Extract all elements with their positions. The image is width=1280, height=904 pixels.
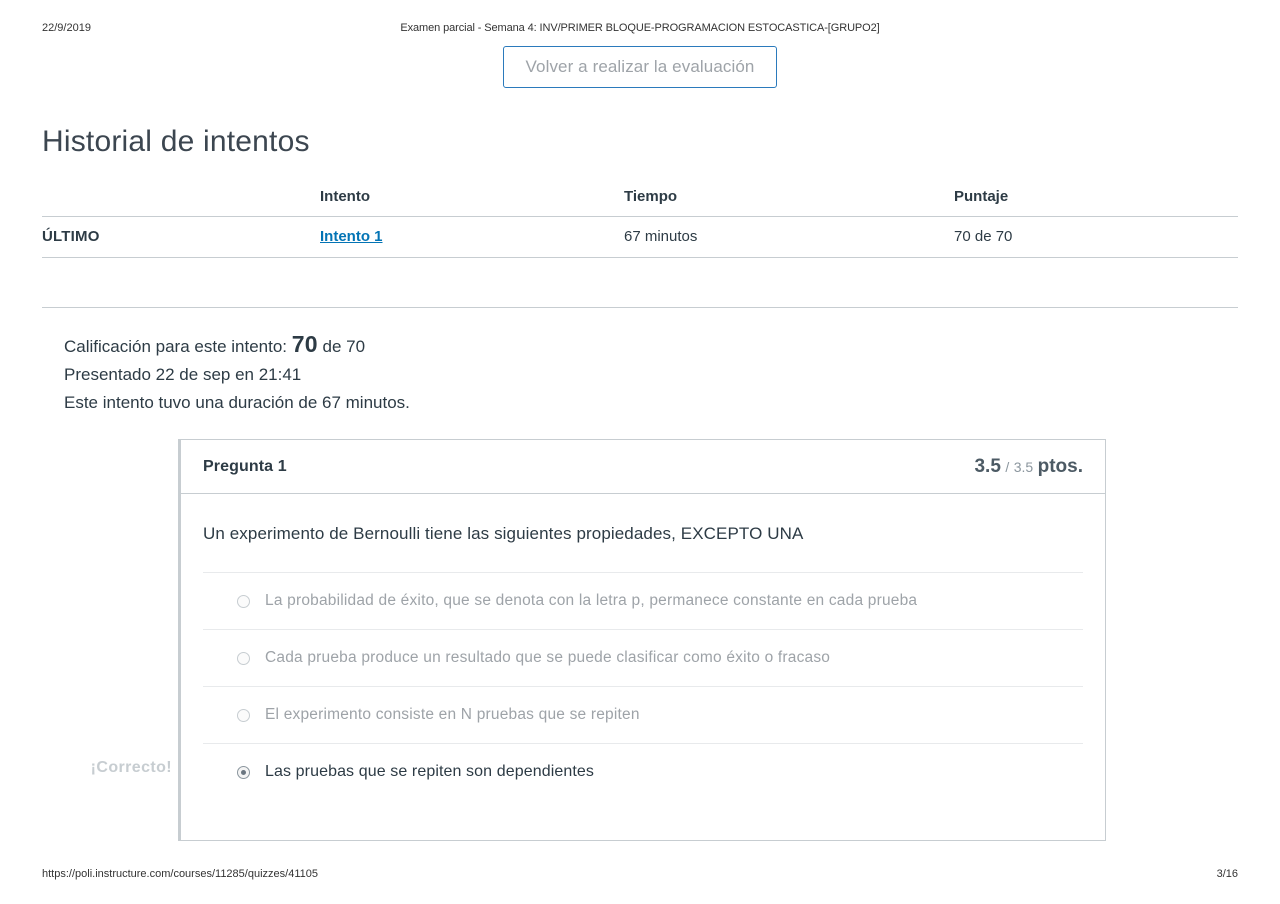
answer-option[interactable] xyxy=(203,629,1083,686)
question-area xyxy=(90,439,1106,841)
answer-option-selected[interactable] xyxy=(203,743,1083,800)
table-row xyxy=(42,217,1238,258)
table-spacer-row xyxy=(42,258,1238,308)
print-footer xyxy=(0,868,1280,882)
attempt-score-line xyxy=(64,330,1238,361)
correct-flag: ¡Correcto! xyxy=(90,759,172,776)
print-header xyxy=(0,22,1280,38)
question-text: Un experimento de Bernoulli tiene las siguientes propiedades, EXCEPTO UNA xyxy=(203,524,804,543)
column-header-score: Puntaje xyxy=(954,188,1238,217)
attempt-history-table xyxy=(42,188,1238,308)
points-total: 3.5 xyxy=(1013,458,1034,475)
attempt-score-prefix: Calificación para este intento: xyxy=(64,337,288,356)
points-word: ptos. xyxy=(1037,455,1083,477)
column-header-attempt: Intento xyxy=(320,188,624,217)
print-footer-url: https://poli.instructure.com/courses/11285/quizzes/41105 xyxy=(42,868,318,880)
answer-label: Cada prueba produce un resultado que se puede clasificar como éxito o fracaso xyxy=(265,649,831,666)
question-header xyxy=(181,440,1105,494)
question-name: Pregunta 1 xyxy=(203,457,287,475)
column-header-kept xyxy=(42,188,320,217)
cell-kept xyxy=(42,217,320,258)
attempt-submitted-line: Presentado 22 de sep en 21:41 xyxy=(64,365,302,384)
attempt-link[interactable]: Intento 1 xyxy=(320,228,383,245)
answer-list-spacer xyxy=(203,800,1083,834)
table-header-row xyxy=(42,188,1238,217)
cell-time: 67 minutos xyxy=(624,217,954,258)
cell-score: 70 de 70 xyxy=(954,217,1238,258)
kept-badge: ÚLTIMO xyxy=(42,228,100,245)
radio-icon[interactable] xyxy=(237,709,250,722)
points-earned: 3.5 xyxy=(974,455,1001,477)
cell-attempt xyxy=(320,217,624,258)
answer-label: La probabilidad de éxito, que se denota con la letra p, permanece constante en cada prueba xyxy=(265,592,918,609)
attempt-duration-line: Este intento tuvo una duración de 67 minutos. xyxy=(64,393,410,412)
question-body xyxy=(181,494,1105,840)
question-card xyxy=(178,439,1106,841)
retake-quiz-button[interactable]: Volver a realizar la evaluación xyxy=(503,46,778,88)
radio-selected-icon[interactable] xyxy=(237,766,250,779)
answer-label: Las pruebas que se repiten son dependientes xyxy=(265,763,594,780)
radio-icon[interactable] xyxy=(237,595,250,608)
answer-list xyxy=(203,572,1083,834)
column-header-time: Tiempo xyxy=(624,188,954,217)
attempt-history-section xyxy=(42,124,1238,841)
retake-button-container xyxy=(0,46,1280,88)
print-footer-page: 3/16 xyxy=(1216,868,1238,880)
question-points xyxy=(974,456,1083,478)
answer-option[interactable] xyxy=(203,572,1083,629)
points-separator: / xyxy=(1005,458,1010,475)
attempt-score-suffix: de 70 xyxy=(322,337,366,356)
print-header-title: Examen parcial - Semana 4: INV/PRIMER BLOQUE-PROGRAMACION ESTOCASTICA-[GRUPO2] xyxy=(400,22,880,34)
answer-label: El experimento consiste en N pruebas que se repiten xyxy=(265,706,640,723)
print-header-date: 22/9/2019 xyxy=(42,22,91,34)
attempt-score-value: 70 xyxy=(291,331,318,357)
radio-icon[interactable] xyxy=(237,652,250,665)
page-title: Historial de intentos xyxy=(42,125,310,158)
answer-option[interactable] xyxy=(203,686,1083,743)
attempt-summary xyxy=(64,330,1238,417)
